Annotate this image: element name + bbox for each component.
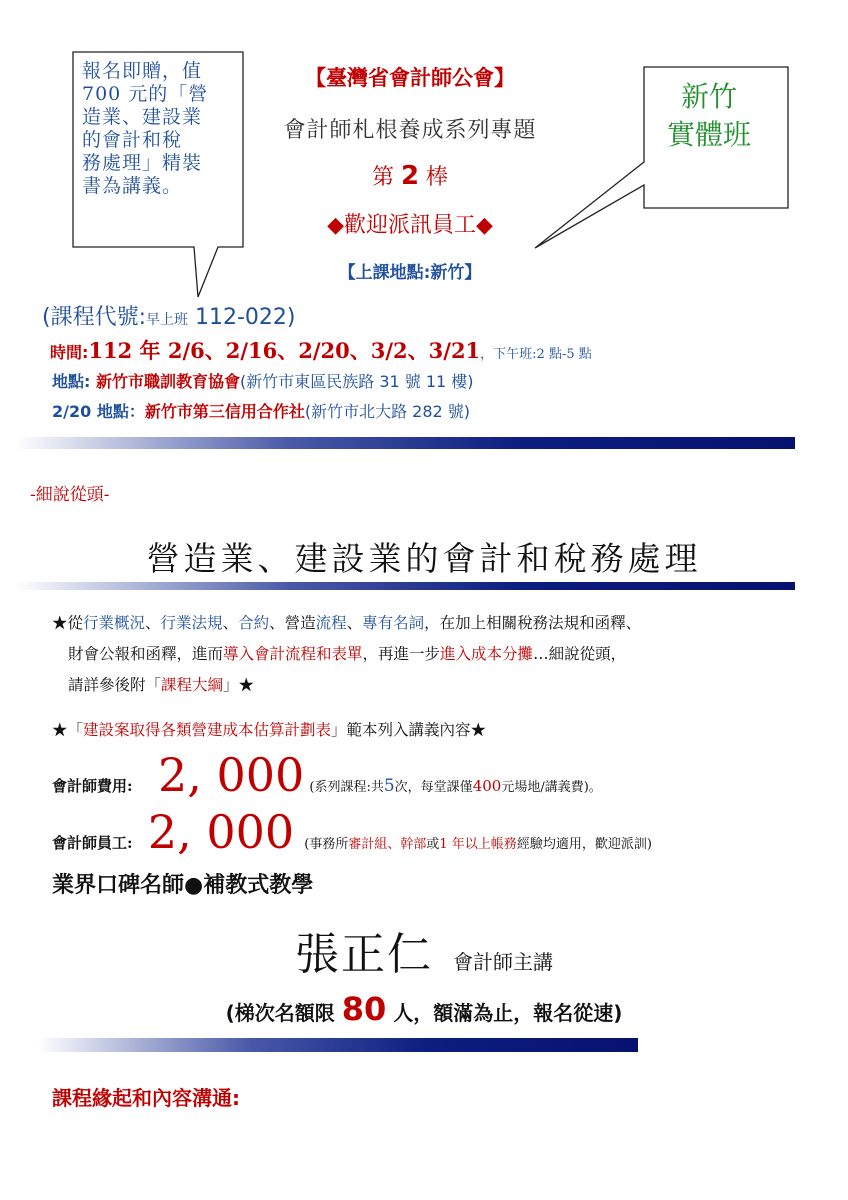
bullet-line: 財會公報和函釋，進而導入會計流程和表單，再進一步進入成本分攤…細說從頭，	[68, 645, 627, 663]
staff-fee-amount: 2, 000	[147, 805, 295, 859]
course-code	[42, 300, 296, 331]
promo-line: 造業、建設業	[82, 106, 203, 128]
staff-fee-note: (事務所審計組、幹部或1 年以上帳務經驗均適用，歡迎派訓)	[304, 837, 652, 852]
course-main-title: 營造業、建設業的會計和稅務處理	[146, 539, 702, 578]
promo-line: 書為講義。	[82, 175, 183, 197]
venue-primary	[52, 369, 474, 392]
cpa-fee-amount: 2, 000	[157, 748, 305, 802]
venue-name: 新竹市職訓教育協會	[95, 372, 240, 391]
divider-bar	[15, 437, 795, 449]
instructor-role: 會計師主講	[453, 950, 553, 974]
session-number	[330, 160, 490, 191]
section-heading: 課程緣起和內容溝通:	[52, 1086, 240, 1110]
bullet-line: ★從行業概況、行業法規、合約、營造流程、專有名詞，在加上相關稅務法規和函釋、	[52, 614, 642, 632]
series-title: 會計師札根養成系列專題	[283, 118, 537, 143]
venue-label: 地點:	[52, 372, 96, 391]
location-tag: 【上課地點:新竹】	[338, 263, 482, 283]
venue-secondary	[52, 399, 470, 422]
venue2-address: (新竹市北大路 282 號)	[304, 402, 471, 421]
cpa-fee-row	[52, 748, 602, 802]
divider-bar	[15, 582, 795, 590]
schedule-label: 時間:	[50, 343, 89, 362]
cpa-fee-note: (系列課程:共5次，每堂課僅400元場地/講義費)。	[309, 776, 602, 796]
staff-fee-row	[52, 805, 652, 859]
schedule-dates: 112 年 2/6、2/16、2/20、3/2、3/21	[88, 338, 481, 363]
organization-title: 【臺灣省會計師公會】	[305, 66, 515, 90]
course-code-suffix: )	[286, 305, 296, 330]
promo-line: 報名即贈，值	[82, 60, 203, 82]
course-code-number: 112-022	[195, 305, 287, 330]
instructor-name: 張正仁	[295, 929, 433, 980]
venue-type-line: 實體班	[666, 118, 751, 151]
capacity-note: (梯次名額限 80 人，額滿為止，報名從速)	[225, 990, 623, 1028]
welcome-banner: ◆歡迎派訊員工◆	[327, 213, 493, 238]
promo-line: 務處理」精裝	[82, 152, 203, 174]
session-suffix: 棒	[426, 165, 449, 190]
staff-fee-label: 會計師員工:	[52, 834, 133, 852]
schedule-note: ，下午班:2 點-5 點	[480, 347, 592, 362]
intro-subtitle: -細說從頭-	[30, 485, 110, 505]
course-description-bullet	[52, 608, 812, 701]
session-value: 2	[400, 161, 420, 191]
venue-type-callout-text	[648, 78, 770, 154]
promo-callout-text	[82, 60, 242, 198]
course-code-prefix: (課程代號:	[42, 305, 146, 330]
venue-type-line: 新竹	[680, 80, 737, 113]
promo-line: 700 元的「營	[82, 83, 209, 105]
divider-bar	[38, 1038, 638, 1052]
promo-line: 的會計和稅	[82, 129, 183, 151]
instructor-tagline: 業界口碑名師●補教式教學	[52, 873, 314, 898]
course-code-shift: 早上班	[146, 312, 188, 328]
instructor-line	[0, 918, 848, 982]
bullet-line: 請詳參後附「課程大綱」★	[68, 676, 255, 694]
cpa-fee-label: 會計師費用:	[52, 777, 133, 795]
venue2-name: 新竹市第三信用合作社	[144, 402, 305, 421]
course-schedule	[50, 335, 592, 365]
handout-bullet: ★「建設案取得各類營建成本估算計劃表」範本列入講義內容★	[52, 721, 487, 739]
capacity-number: 80	[341, 990, 387, 1028]
venue2-label: 2/20 地點：	[52, 402, 145, 421]
venue-address: (新竹市東區民族路 31 號 11 樓)	[240, 372, 474, 391]
session-prefix: 第	[371, 165, 394, 190]
